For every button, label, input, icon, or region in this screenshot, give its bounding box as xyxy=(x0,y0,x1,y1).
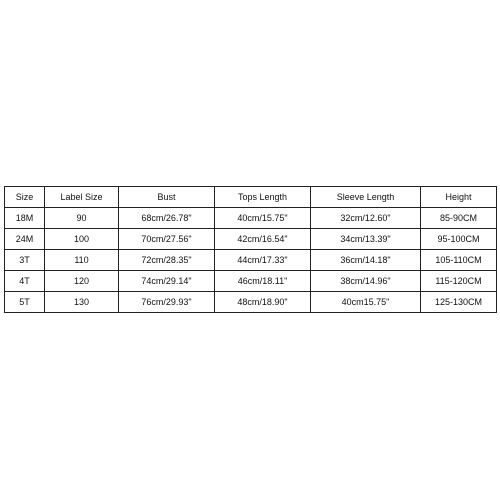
table-row xyxy=(5,208,497,229)
cell-bust: 68cm/26.78" xyxy=(119,208,215,229)
cell-tops-length: 44cm/17.33" xyxy=(215,250,311,271)
cell-label-size: 130 xyxy=(45,292,119,313)
cell-bust: 72cm/28.35" xyxy=(119,250,215,271)
header-label-size: Label Size xyxy=(45,187,119,208)
cell-label-size: 120 xyxy=(45,271,119,292)
table-row xyxy=(5,271,497,292)
cell-size: 3T xyxy=(5,250,45,271)
size-chart-table xyxy=(4,186,497,313)
cell-tops-length: 48cm/18.90" xyxy=(215,292,311,313)
cell-height: 85-90CM xyxy=(421,208,497,229)
header-bust: Bust xyxy=(119,187,215,208)
cell-bust: 74cm/29.14" xyxy=(119,271,215,292)
header-size: Size xyxy=(5,187,45,208)
cell-size: 5T xyxy=(5,292,45,313)
cell-sleeve-length: 34cm/13.39" xyxy=(311,229,421,250)
cell-size: 4T xyxy=(5,271,45,292)
cell-size: 24M xyxy=(5,229,45,250)
cell-label-size: 100 xyxy=(45,229,119,250)
cell-height: 105-110CM xyxy=(421,250,497,271)
header-sleeve-length: Sleeve Length xyxy=(311,187,421,208)
cell-sleeve-length: 40cm15.75" xyxy=(311,292,421,313)
cell-tops-length: 46cm/18.11" xyxy=(215,271,311,292)
cell-label-size: 110 xyxy=(45,250,119,271)
header-tops-length: Tops Length xyxy=(215,187,311,208)
header-height: Height xyxy=(421,187,497,208)
cell-height: 115-120CM xyxy=(421,271,497,292)
cell-bust: 70cm/27.56" xyxy=(119,229,215,250)
cell-tops-length: 40cm/15.75" xyxy=(215,208,311,229)
cell-label-size: 90 xyxy=(45,208,119,229)
cell-sleeve-length: 32cm/12.60" xyxy=(311,208,421,229)
cell-height: 125-130CM xyxy=(421,292,497,313)
cell-sleeve-length: 36cm/14.18" xyxy=(311,250,421,271)
table-row xyxy=(5,229,497,250)
cell-size: 18M xyxy=(5,208,45,229)
cell-tops-length: 42cm/16.54" xyxy=(215,229,311,250)
cell-height: 95-100CM xyxy=(421,229,497,250)
header-row xyxy=(5,187,497,208)
table-row xyxy=(5,250,497,271)
table-row xyxy=(5,292,497,313)
cell-sleeve-length: 38cm/14.96" xyxy=(311,271,421,292)
cell-bust: 76cm/29.93" xyxy=(119,292,215,313)
